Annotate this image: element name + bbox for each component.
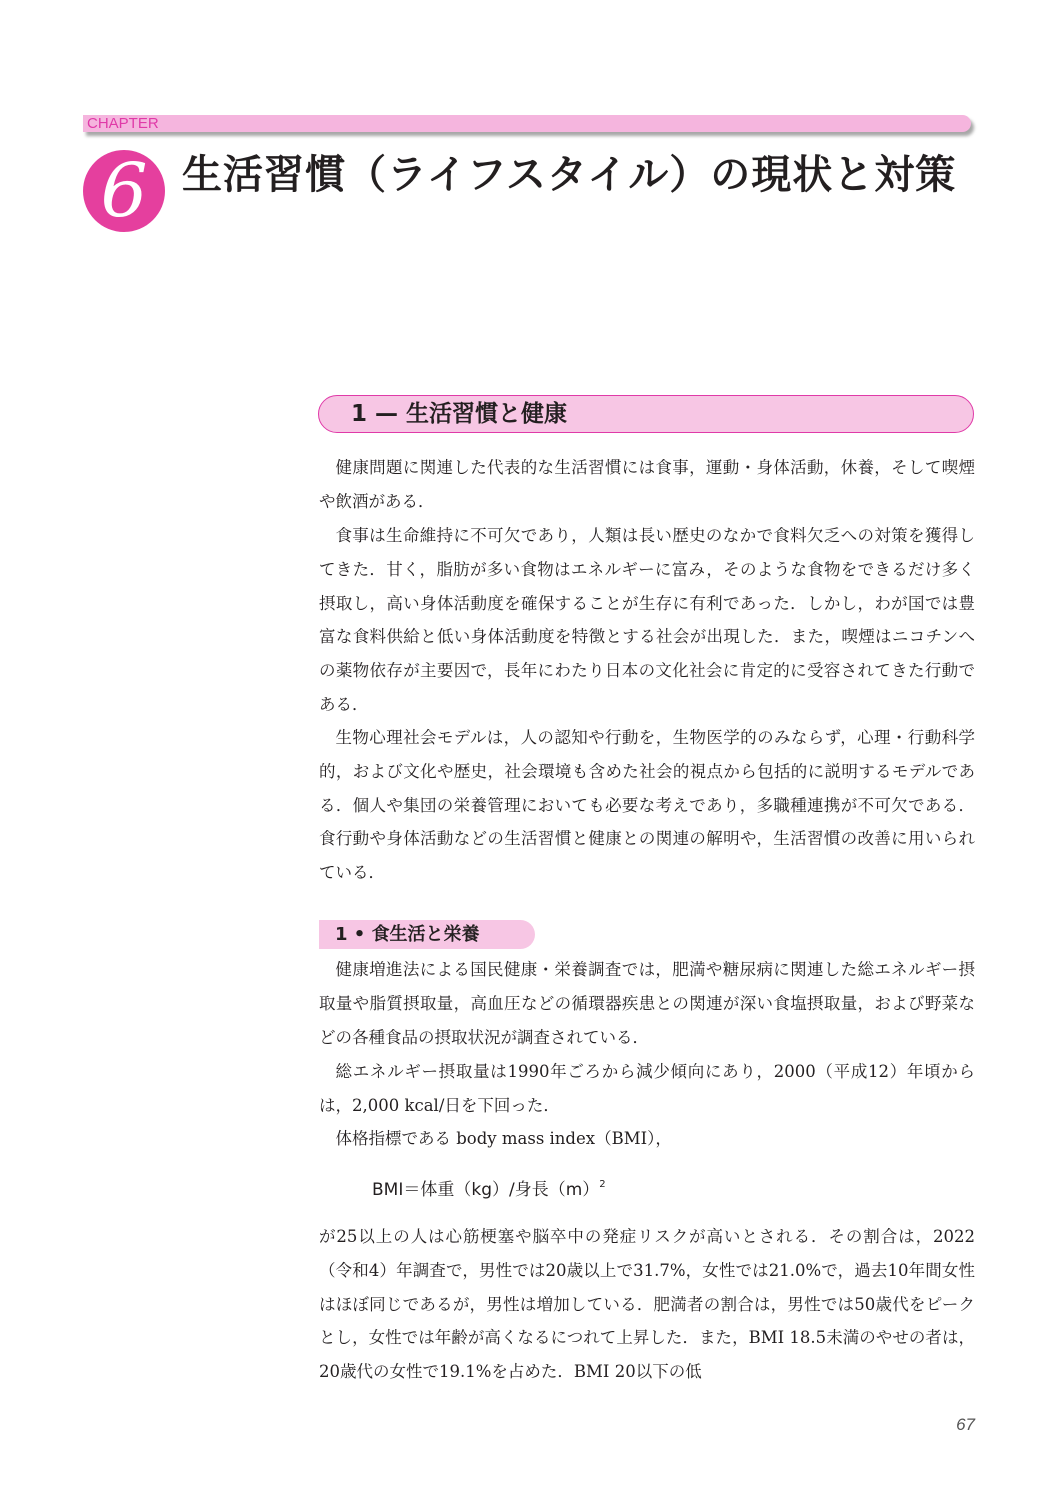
bmi-formula-exponent: 2	[599, 1179, 606, 1190]
section-paragraph-1: 健康問題に関連した代表的な生活習慣には食事，運動・身体活動，休養，そして喫煙や飲酒がある．	[319, 458, 975, 511]
subsection-paragraph-2: 総エネルギー摂取量は1990年ごろから減少傾向にあり，2000（平成12）年頃からは，2,000 kcal/日を下回った．	[319, 1062, 975, 1115]
section-heading-box	[318, 395, 974, 433]
subsection-paragraph-3: 体格指標である body mass index（BMI），	[335, 1129, 672, 1148]
section-paragraph-3: 生物心理社会モデルは，人の認知や行動を，生物医学的のみならず，心理・行動科学的，および文化や歴史，社会環境も含めた社会的視点から包括的に説明するモデルである．個人や集団の栄養管理においても必要な考えであり，多職種連携が不可欠である．食行動や身体活動などの生活習慣と健康との関連の解明や，生活習慣の改善に用いられている．	[319, 728, 975, 883]
subsection-heading-box	[319, 920, 535, 949]
bmi-formula	[372, 1170, 606, 1205]
section-heading: 1 — 生活習慣と健康	[351, 401, 568, 427]
subsection-heading: 1 • 食生活と栄養	[335, 924, 480, 945]
page-number: 67	[956, 1415, 975, 1434]
section-paragraph-2: 食事は生命維持に不可欠であり，人類は長い歴史のなかで食料欠乏への対策を獲得してきた．甘く，脂肪が多い食物はエネルギーに富み，そのような食物をできるだけ多く摂取し，高い身体活動度を確保することが生存に有利であった．しかし，わが国では豊富な食料供給と低い身体活動度を特徴とする社会が出現した．また，喫煙はニコチンへの薬物依存が主要因で，長年にわたり日本の文化社会に肯定的に受容されてきた行動である．	[319, 526, 975, 714]
chapter-number: 6	[100, 148, 148, 234]
chapter-number-badge	[83, 150, 165, 232]
chapter-label: CHAPTER	[87, 115, 159, 132]
chapter-title: 生活習慣（ライフスタイル）の現状と対策	[182, 152, 957, 198]
subsection-paragraph-1: 健康増進法による国民健康・栄養調査では，肥満や糖尿病に関連した総エネルギー摂取量や脂質摂取量，高血圧などの循環器疾患との関連が深い食塩摂取量，および野菜などの各種食品の摂取状況が調査されている．	[319, 960, 975, 1047]
subsection-continuation: が25以上の人は心筋梗塞や脳卒中の発症リスクが高いとされる．その割合は，2022（令和4）年調査で，男性では20歳以上で31.7%，女性では21.0%で，過去10年間女性はほぼ同じであるが，男性は増加している．肥満者の割合は，男性では50歳代をピークとし，女性では年齢が高くなるにつれて上昇した．また，BMI 18.5未満のやせの者は，20歳代の女性で19.1%を占めた．BMI 20以下の低	[319, 1227, 975, 1382]
chapter-banner	[83, 115, 971, 132]
bmi-formula-text: BMI＝体重（kg）/身長（m）	[372, 1180, 600, 1200]
